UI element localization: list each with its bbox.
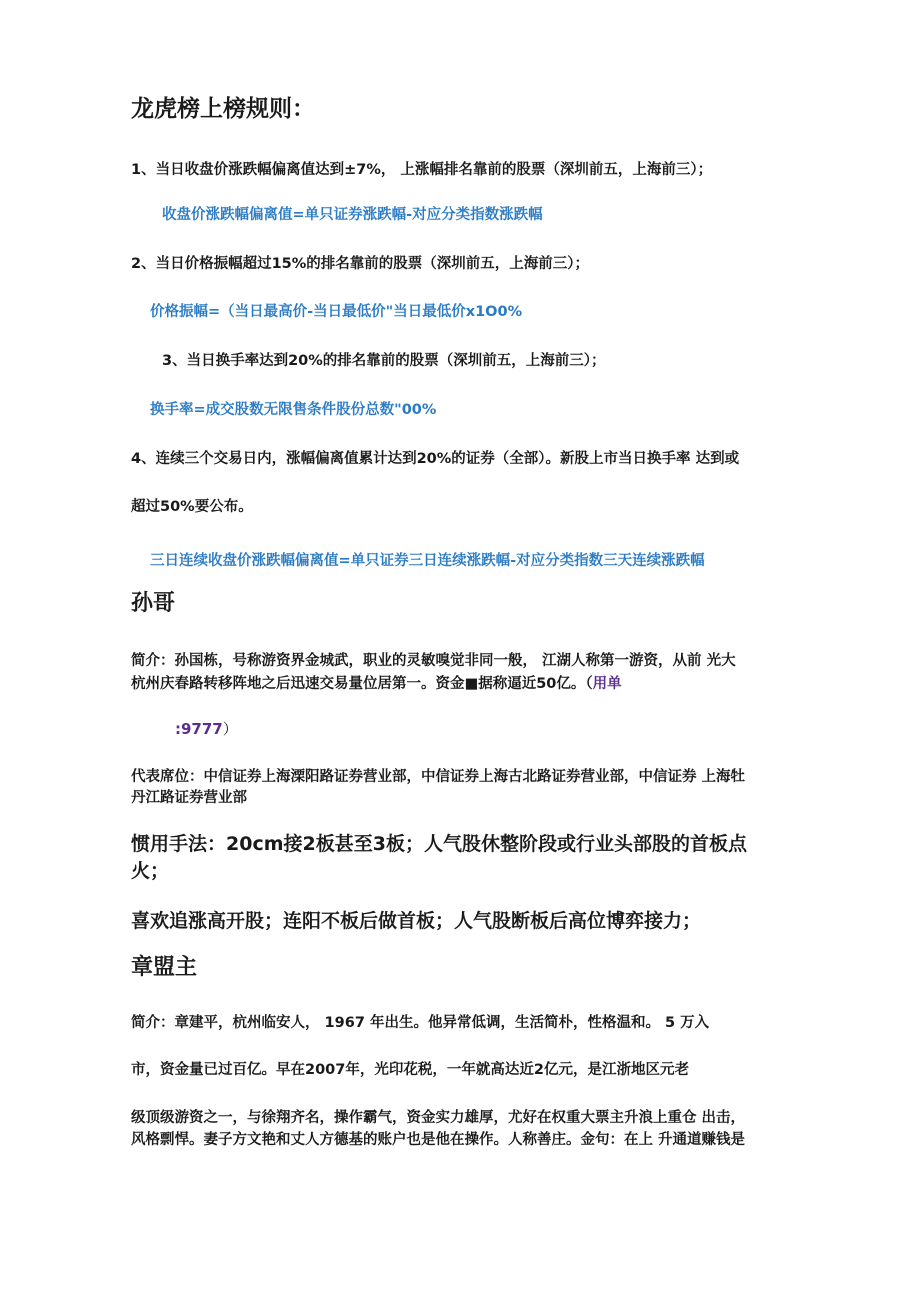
zhang-intro-line-1: 简介：章建平，杭州临安人， 1967 年出生。他异常低调，生活简朴，性格温和。 5 万入 (131, 1015, 710, 1031)
formula-1: 收盘价涨跌幅偏离值=单只证券涨跌幅-对应分类指数涨跌幅 (162, 207, 543, 223)
section-heading-zhang: 章盟主 (131, 955, 198, 980)
sun-intro-line-2 (131, 675, 622, 693)
sun-habit-line-1: 惯用手法：20cm接2板甚至3板；人气股休整阶段或行业头部股的首板点 (131, 833, 747, 855)
section-heading-sun: 孙哥 (131, 591, 176, 616)
sun-habit-line-2: 火； (131, 860, 170, 882)
sun-seats-line-2: 丹江路证券营业部 (131, 790, 247, 806)
rule-4-line-1: 4、连续三个交易日内，涨幅偏离值累计达到20%的证券（全部）。新股上市当日换手率 达到或 (131, 451, 740, 467)
sun-intro-line-2-tail: 用单 (592, 676, 622, 692)
sun-seats-line-1: 代表席位：中信证券上海溧阳路证券营业部，中信证券上海古北路证券营业部，中信证券 上海牡 (131, 769, 746, 785)
rule-2: 2、当日价格振幅超过15%的排名靠前的股票（深圳前五，上海前三）； (131, 256, 590, 272)
formula-2: 价格振幅=（当日最高价-当日最低价"当日最低价x1O0% (150, 304, 523, 320)
zhang-intro-line-2: 市，资金量已过百亿。早在2007年，光印花税，一年就高达近2亿元，是江浙地区元老 (131, 1062, 689, 1078)
sun-intro-line-3-tail: ） (222, 720, 238, 738)
rule-4-line-2: 超过50%要公布。 (131, 499, 253, 515)
sun-intro-line-3 (175, 720, 238, 739)
zhang-intro-line-3: 级顶级游资之一，与徐翔齐名，操作霸气，资金实力雄厚，尤好在权重大票主升浪上重仓 出击， (131, 1110, 746, 1126)
sun-intro-line-2-text: 杭州庆春路转移阵地之后迅速交易量位居第一。资金■据称逼近50亿。（ (131, 676, 593, 692)
zhang-intro-line-4: 风格剽悍。妻子方文艳和丈人方德基的账户也是他在操作。人称善庄。金句：在上 升通道赚钱是 (131, 1132, 746, 1148)
formula-3: 换手率=成交股数无限售条件股份总数"00% (150, 402, 437, 418)
sun-intro-line-1: 简介：孙国栋，号称游资界金城武，职业的灵敏嗅觉非同一般， 江湖人称第一游资，从前 光大 (131, 653, 736, 669)
rule-3: 3、当日换手率达到20%的排名靠前的股票（深圳前五，上海前三）； (162, 353, 606, 369)
rule-1: 1、当日收盘价涨跌幅偏离值达到±7%， 上涨幅排名靠前的股票（深圳前五，上海前三）； (131, 162, 713, 178)
formula-4: 三日连续收盘价涨跌幅偏离值=单只证券三日连续涨跌幅-对应分类指数三天连续涨跌幅 (150, 553, 705, 569)
sun-intro-number: :9777 (175, 720, 223, 738)
sun-habit-line-3: 喜欢追涨高开股；连阳不板后做首板；人气股断板后高位博弈接力； (131, 910, 702, 932)
rules-title: 龙虎榜上榜规则： (131, 96, 315, 122)
